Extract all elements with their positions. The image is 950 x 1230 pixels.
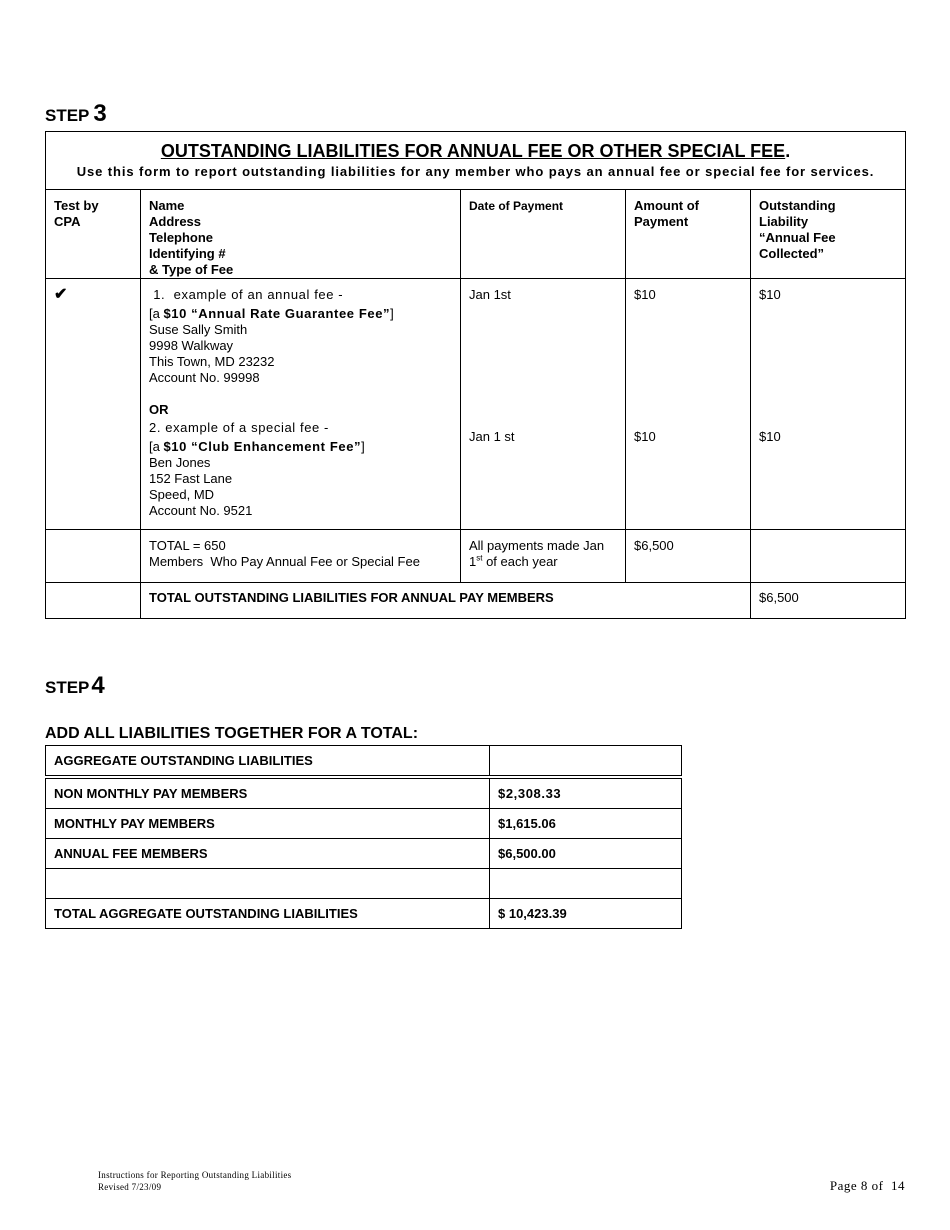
col-date-of-payment — [461, 190, 626, 279]
step4-label-text: STEP — [45, 678, 90, 697]
total-aggregate-label: TOTAL AGGREGATE OUTSTANDING LIABILITIES — [46, 899, 490, 929]
example1-fee-suffix: ] — [390, 306, 394, 321]
total-date-line1: All payments made Jan — [469, 538, 605, 553]
examples-amount-cell — [626, 279, 751, 530]
example2-amount: $10 — [634, 429, 656, 444]
col-name-line: Address — [149, 214, 202, 229]
blank-label — [46, 869, 490, 899]
step4-row — [46, 839, 682, 869]
col-name-line: Telephone — [149, 230, 214, 245]
footer-left — [98, 1169, 291, 1193]
example2-fee-suffix: ] — [361, 439, 365, 454]
examples-outstanding-cell — [751, 279, 906, 530]
step3-subtitle: Use this form to report outstanding liabilities for any member who pays an annual fee or special fee for services. — [76, 164, 875, 179]
total-date-cell — [461, 530, 626, 583]
example1-line: Suse Sally Smith — [149, 322, 248, 337]
examples-date-cell — [461, 279, 626, 530]
cpa-check-cell — [46, 279, 141, 530]
monthly-label: MONTHLY PAY MEMBERS — [46, 809, 490, 839]
total-date-rest: of each year — [482, 554, 558, 569]
example2-date: Jan 1 st — [469, 429, 515, 444]
col-outstanding-line: Outstanding — [759, 198, 836, 213]
annual-fee-label: ANNUAL FEE MEMBERS — [46, 839, 490, 869]
example1-fee-name: $10 “Annual Rate Guarantee Fee” — [163, 306, 391, 321]
total-amount-cell — [626, 530, 751, 583]
step3-number: 3 — [93, 100, 107, 127]
footer-title: Instructions for Reporting Outstanding Liabilities — [98, 1170, 292, 1180]
col-outstanding-line: Liability — [759, 214, 809, 229]
step3-table — [45, 131, 906, 619]
grand-total-value: $6,500 — [751, 583, 906, 619]
page-number: Page 8 of 14 — [829, 1178, 905, 1193]
non-monthly-label: NON MONTHLY PAY MEMBERS — [46, 779, 490, 809]
grand-total-empty-cell — [46, 583, 141, 619]
or-label: OR — [149, 402, 169, 417]
total-members-cell — [141, 530, 461, 583]
col-amount-line: Amount of — [634, 198, 699, 213]
footer-revised: Revised 7/23/09 — [98, 1182, 162, 1192]
example1-fee-prefix: [a — [149, 306, 164, 321]
check-mark-icon: ✔ — [54, 286, 68, 303]
example1-line: This Town, MD 23232 — [149, 354, 275, 369]
col-outstanding-line: “Annual Fee — [759, 230, 836, 245]
col-outstanding-line: Collected” — [759, 246, 825, 261]
example1-line: 9998 Walkway — [149, 338, 234, 353]
example1-outstanding: $10 — [759, 287, 781, 302]
example2-line: Speed, MD — [149, 487, 215, 502]
step4-number: 4 — [91, 672, 105, 699]
example1-amount: $10 — [634, 287, 656, 302]
step4-row — [46, 746, 682, 776]
total-members-description: Members Who Pay Annual Fee or Special Fee — [149, 554, 420, 569]
col-test-line: Test by — [54, 198, 99, 213]
example1-fee — [149, 306, 452, 322]
step4-row — [46, 809, 682, 839]
step3-total-row — [46, 530, 906, 583]
example2-line: Account No. 9521 — [149, 503, 253, 518]
total-amount: $6,500 — [634, 538, 674, 553]
example2-line: Ben Jones — [149, 455, 211, 470]
col-outstanding — [751, 190, 906, 279]
step4-row — [46, 899, 682, 929]
col-name-line: & Type of Fee — [149, 262, 234, 277]
col-date-line: Date of Payment — [469, 199, 564, 213]
step3-header-cell — [46, 132, 906, 190]
non-monthly-value: $2,308.33 — [490, 779, 682, 809]
step3-column-headers — [46, 190, 906, 279]
monthly-value: $1,615.06 — [490, 809, 682, 839]
total-date-num: 1 — [469, 554, 477, 569]
aggregate-value — [490, 746, 682, 776]
col-test-by-cpa — [46, 190, 141, 279]
example2-intro: 2. example of a special fee - — [149, 420, 329, 435]
example1-line: Account No. 99998 — [149, 370, 260, 385]
step3-label-text: STEP — [45, 106, 90, 125]
step4-label — [45, 672, 105, 700]
step3-header-row — [46, 132, 906, 190]
total-aggregate-value: $ 10,423.39 — [490, 899, 682, 929]
example1-date: Jan 1st — [469, 287, 511, 302]
col-amount-line: Payment — [634, 214, 689, 229]
annual-fee-value: $6,500.00 — [490, 839, 682, 869]
blank-value — [490, 869, 682, 899]
step3-label — [45, 100, 107, 128]
example2-line: 152 Fast Lane — [149, 471, 233, 486]
example2-fee-prefix: [a — [149, 439, 164, 454]
example2-outstanding: $10 — [759, 429, 781, 444]
col-name-line: Name — [149, 198, 185, 213]
example2-fee — [149, 439, 452, 455]
aggregate-label: AGGREGATE OUTSTANDING LIABILITIES — [46, 746, 490, 776]
total-empty-cell — [46, 530, 141, 583]
step4-table — [45, 745, 682, 929]
examples-name-cell — [141, 279, 461, 530]
step3-title: OUTSTANDING LIABILITIES FOR ANNUAL FEE OR OTHER SPECIAL FEE — [160, 141, 786, 161]
grand-total-label: TOTAL OUTSTANDING LIABILITIES FOR ANNUAL PAY MEMBERS — [141, 583, 751, 619]
total-members-count: TOTAL = 650 — [149, 538, 226, 553]
example2-fee-name: $10 “Club Enhancement Fee” — [163, 439, 362, 454]
total-date-sup: st — [476, 553, 483, 563]
step3-title-dot: . — [785, 141, 791, 161]
step4-heading: ADD ALL LIABILITIES TOGETHER FOR A TOTAL: — [45, 725, 419, 742]
example1-intro: 1. example of an annual fee - — [149, 287, 344, 302]
step3-examples-row — [46, 279, 906, 530]
col-amount — [626, 190, 751, 279]
col-name-line: Identifying # — [149, 246, 226, 261]
col-test-line: CPA — [54, 214, 81, 229]
col-name — [141, 190, 461, 279]
step3-grand-total-row — [46, 583, 906, 619]
step4-row — [46, 869, 682, 899]
total-date-line2 — [469, 554, 617, 570]
step4-row — [46, 779, 682, 809]
total-outstanding-empty-cell — [751, 530, 906, 583]
